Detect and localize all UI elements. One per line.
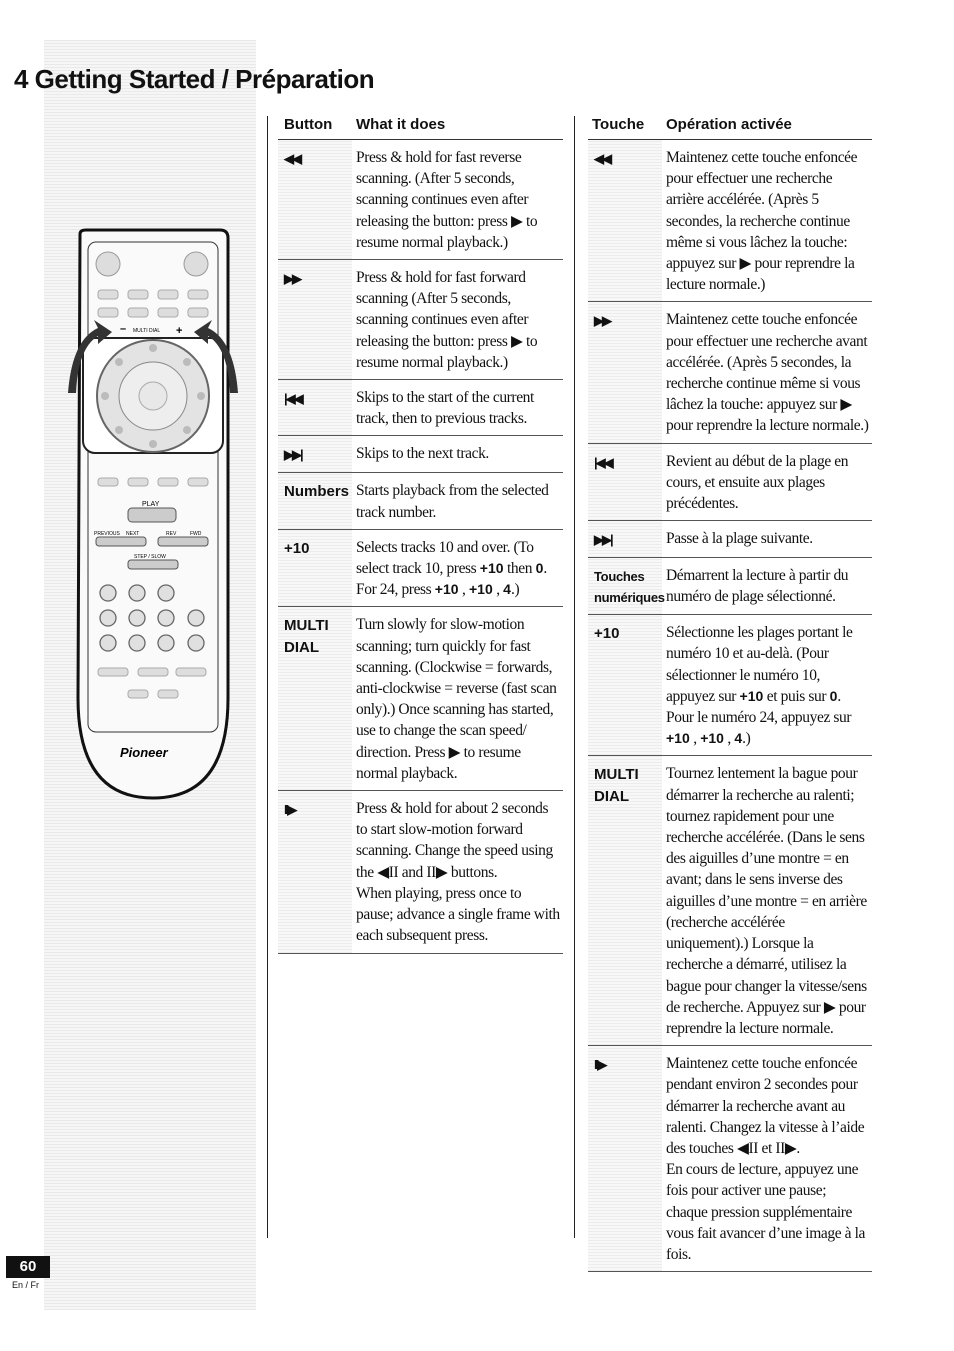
fast-forward-key: ▶▶ — [588, 302, 662, 442]
row-description: Revient au début de la plage en cours, et ensuite aux plages précédentes. — [666, 452, 849, 513]
table-row — [588, 140, 872, 302]
multi-dial-key: MULTI DIAL — [278, 607, 352, 790]
table-row — [588, 444, 872, 522]
col-button-header: Button — [284, 116, 333, 133]
next-track-key: ▶▶| — [588, 521, 662, 557]
table-row — [278, 473, 563, 529]
next-track-key: ▶▶| — [278, 436, 352, 472]
row-description: Sélectionne les plages portant le numéro 10 et au-delà. (Pour sélectionner le numéro 10, appuyez sur +10 et puis sur 0. Pour le numéro 24, appuyez sur +10 , +10 , 4.) — [666, 624, 853, 748]
multi-dial-key: MULTI DIAL — [588, 756, 662, 1045]
fast-reverse-key: ◀◀ — [588, 140, 662, 301]
dial-minus-label: – — [120, 323, 127, 335]
row-description: Press & hold for about 2 seconds to start slow-motion forward scanning. Change the speed using the ◀II and II▶ buttons. When playing, press once to pause; advance a single frame with each subsequent press. — [356, 800, 560, 945]
next-label: NEXT — [126, 531, 140, 537]
rev-label: REV — [166, 531, 177, 537]
row-description: Selects tracks 10 and over. (To select track 10, press +10 then 0. For 24, press +10 , +10 , 4.) — [356, 538, 547, 599]
table-row — [588, 558, 872, 615]
row-description: Tournez lentement la bague pour démarrer la recherche au ralenti; tournez rapidement pour une recherche accélérée. (Dans le sens des aiguilles d’une montre = en avant; dans le sens inverse des aiguilles d’une montre = en arrière (recherche accélérée uniquement).) Lorsque la recherche a démarré, utilisez la bague pour changer la vitesse/sens de recherche. Appuyez sur ▶ pour reprendre la lecture normale. — [666, 765, 867, 1037]
plus10-key: +10 — [278, 530, 352, 607]
slow-forward-key: II▶ — [278, 791, 352, 952]
table-row — [278, 791, 563, 953]
col-what-header: What it does — [356, 116, 446, 133]
step-slow-label: STEP / SLOW — [134, 554, 166, 560]
plus10-key: +10 — [588, 615, 662, 755]
fast-forward-key: ▶▶ — [278, 260, 352, 379]
col-operation-header: Opération activée — [666, 116, 792, 133]
language-label: En / Fr — [12, 1280, 40, 1290]
slow-forward-key: II▶ — [588, 1046, 662, 1271]
multi-dial-label: MULTI DIAL — [133, 328, 161, 334]
previous-track-key: |◀◀ — [278, 380, 352, 435]
row-description: Press & hold for fast forward scanning (After 5 seconds, scanning continues even after releasing the button: press ▶ to resume normal playback.) — [356, 269, 538, 371]
row-description: Press & hold for fast reverse scanning. (After 5 seconds, scanning continues even after releasing the button: press ▶ to resume normal playback.) — [356, 149, 538, 251]
column-rule-middle — [574, 116, 575, 1238]
row-description: Skips to the start of the current track, then to previous tracks. — [356, 389, 534, 428]
table-row — [278, 607, 563, 791]
previous-label: PREVIOUS — [94, 531, 120, 537]
french-table-header — [588, 110, 872, 140]
table-row — [278, 380, 563, 436]
row-description: Turn slowly for slow-motion scanning; turn quickly for fast scanning. (Clockwise = forwards, anti-clockwise = reverse (fast scan only).) Once scanning has started, use to change the scan speed/ direction. Press ▶ to resume normal playback. — [356, 616, 557, 782]
page-title: 4 Getting Started / Préparation — [14, 64, 375, 94]
english-button-table — [278, 110, 563, 954]
row-description: Passe à la plage suivante. — [666, 530, 813, 548]
table-row — [588, 302, 872, 443]
fwd-label: FWD — [190, 531, 202, 537]
row-description: Skips to the next track. — [356, 445, 489, 463]
table-row — [588, 756, 872, 1046]
table-row — [588, 615, 872, 756]
table-row — [278, 140, 563, 260]
previous-track-key: |◀◀ — [588, 444, 662, 521]
row-description: Maintenez cette touche enfoncée pendant environ 2 secondes pour démarrer la recherche avant au ralenti. Changez la vitesse à l’aide des touches ◀II et II▶. En cours de lecture, appuyez une fois pour activer une pause; chaque pression supplémentaire vous fait avancer d’une image à la fois. — [666, 1055, 865, 1263]
column-rule-left — [267, 116, 268, 1238]
table-row — [278, 436, 563, 473]
row-description: Maintenez cette touche enfoncée pour effectuer une recherche avant accélérée. (Après 5 secondes, la recherche continue même si vous lâchez la touche: appuyez sur ▶ pour reprendre la lecture normale.) — [666, 311, 869, 435]
table-row — [588, 521, 872, 558]
numbers-key: Numbers — [278, 473, 352, 528]
row-description: Démarrent la lecture à partir du numéro de plage sélectionné. — [666, 567, 849, 606]
page-number: 60 — [6, 1256, 50, 1278]
touches-numeriques-key: Touches numériques — [588, 558, 662, 614]
table-row — [588, 1046, 872, 1272]
row-description: Starts playback from the selected track number. — [356, 482, 549, 521]
fast-reverse-key: ◀◀ — [278, 140, 352, 259]
row-description: Maintenez cette touche enfoncée pour effectuer une recherche arrière accélérée. (Après 5 secondes, la recherche continue même si vous lâchez la touche: appuyez sur ▶ pour reprendre la lecture normale.) — [666, 149, 858, 294]
pioneer-logo: Pioneer — [120, 745, 168, 760]
table-row — [278, 260, 563, 380]
french-button-table — [588, 110, 872, 1272]
remote-control-illustration — [58, 228, 248, 803]
play-label: PLAY — [142, 501, 160, 508]
col-touche-header: Touche — [592, 116, 645, 133]
dial-plus-label: + — [176, 325, 183, 337]
english-table-header — [278, 110, 563, 140]
table-row — [278, 530, 563, 608]
